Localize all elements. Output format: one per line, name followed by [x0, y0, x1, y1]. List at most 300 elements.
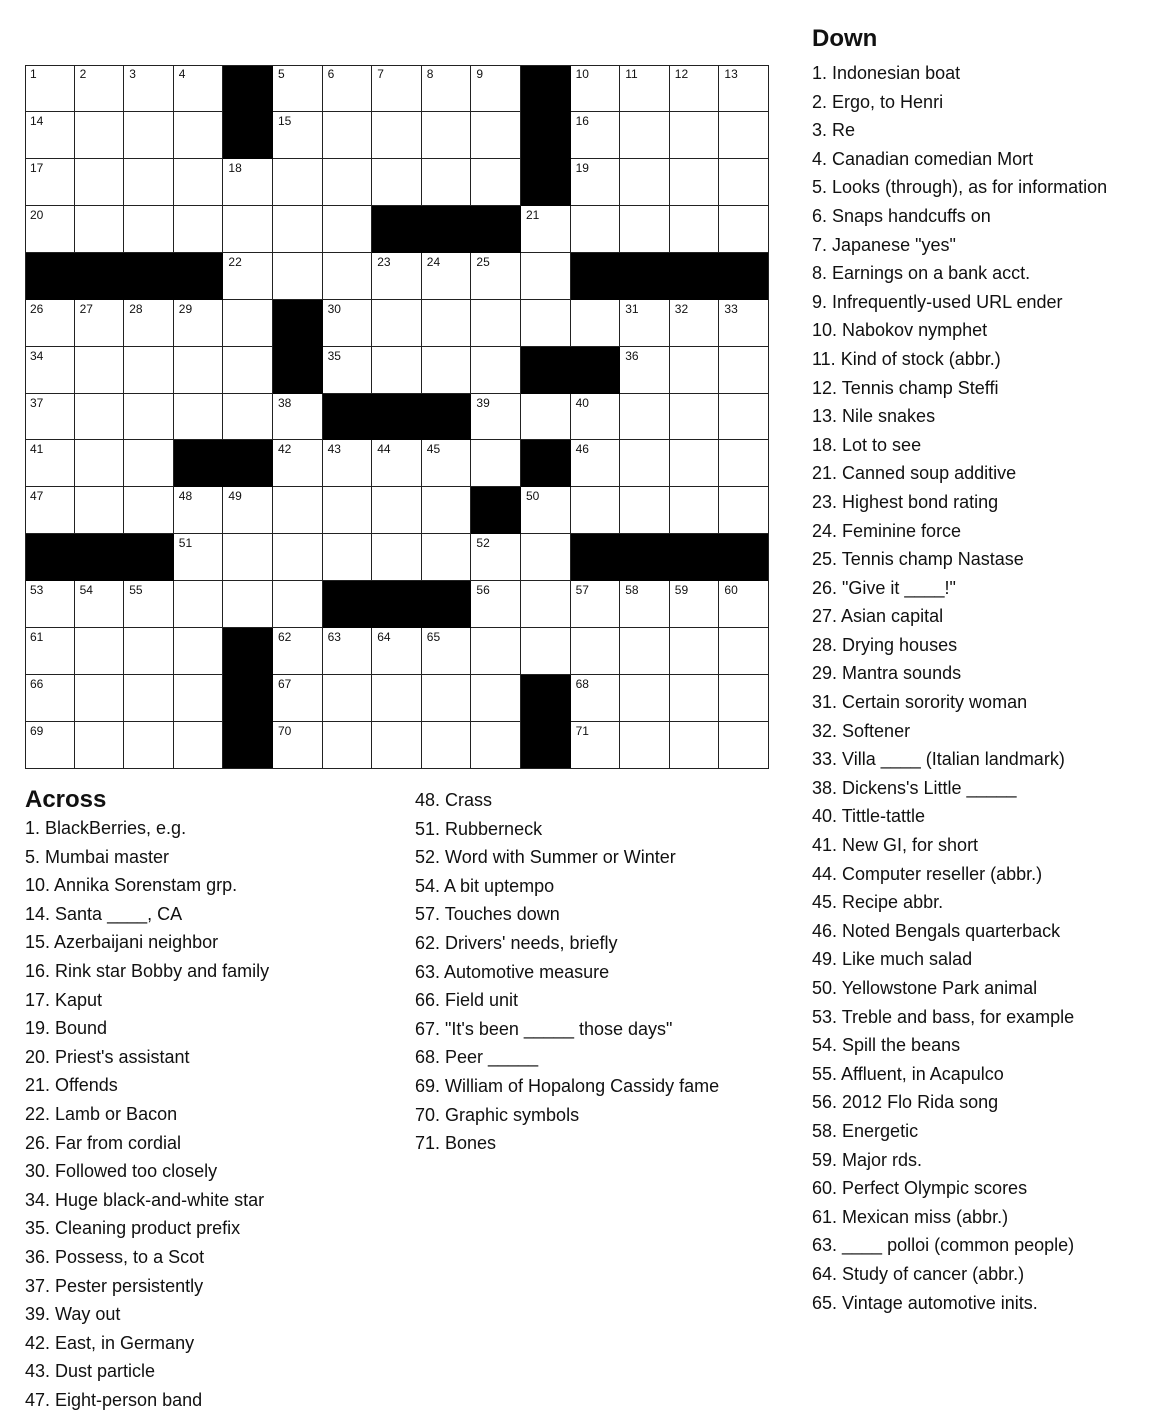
clue-number: 46 — [575, 442, 589, 457]
grid-cell[interactable] — [25, 722, 75, 769]
across-clue: 67. "It's been _____ those days" — [415, 1018, 673, 1039]
clue-number: 29 — [178, 301, 193, 316]
down-clue: 12. Tennis champ Steffi — [812, 377, 999, 398]
grid-cell[interactable] — [174, 628, 224, 675]
grid-cell[interactable] — [323, 628, 373, 675]
down-clue: 32. Softener — [812, 720, 911, 741]
grid-cell[interactable] — [471, 628, 521, 675]
across-clue: 66. Field unit — [415, 990, 519, 1011]
across-clue: 69. William of Hopalong Cassidy fame — [415, 1075, 720, 1096]
grid-cell[interactable] — [75, 112, 125, 159]
grid-cell[interactable] — [719, 628, 769, 675]
grid-cell[interactable] — [323, 300, 373, 347]
grid-cell[interactable] — [25, 581, 75, 628]
grid-cell[interactable] — [223, 581, 273, 628]
clue-number: 47 — [30, 489, 44, 504]
down-clue: 6. Snaps handcuffs on — [812, 205, 991, 226]
grid-cell[interactable] — [571, 487, 621, 534]
grid-cell[interactable] — [422, 347, 472, 394]
across-clue-list — [25, 814, 269, 1414]
grid-cell[interactable] — [124, 440, 174, 487]
grid-cell[interactable] — [273, 206, 323, 253]
grid-cell[interactable] — [273, 722, 323, 769]
grid-cell[interactable] — [670, 440, 720, 487]
grid-cell[interactable] — [670, 394, 720, 441]
down-clue: 31. Certain sorority woman — [812, 692, 1028, 713]
clue-number: 63 — [327, 630, 341, 645]
grid-cell[interactable] — [323, 534, 373, 581]
grid-cell[interactable] — [273, 394, 323, 441]
grid-cell[interactable] — [372, 628, 422, 675]
grid-cell[interactable] — [124, 394, 174, 441]
grid-cell[interactable] — [323, 487, 373, 534]
clue-number: 20 — [30, 207, 44, 222]
grid-cell[interactable] — [174, 206, 224, 253]
grid-cell[interactable] — [670, 675, 720, 722]
grid-cell[interactable] — [25, 347, 75, 394]
clue-number: 41 — [30, 442, 44, 457]
grid-cell[interactable] — [521, 534, 571, 581]
grid-cell[interactable] — [620, 628, 670, 675]
grid-cell[interactable] — [471, 347, 521, 394]
grid-cell[interactable] — [620, 65, 670, 112]
down-clue: 23. Highest bond rating — [812, 491, 999, 512]
grid-cell[interactable] — [75, 159, 125, 206]
grid-cell[interactable] — [620, 394, 670, 441]
clue-number: 10 — [575, 67, 589, 81]
clue-number: 33 — [724, 301, 738, 316]
grid-cell[interactable] — [25, 65, 75, 112]
grid-cell[interactable] — [372, 722, 422, 769]
grid-cell[interactable] — [223, 487, 273, 534]
clue-number: 9 — [476, 67, 484, 81]
clue-number: 3 — [129, 67, 136, 81]
grid-cell[interactable] — [223, 394, 273, 441]
down-clue-list — [812, 59, 1107, 1317]
grid-cell[interactable] — [124, 206, 174, 253]
grid-cell[interactable] — [471, 394, 521, 441]
grid-cell[interactable] — [323, 722, 373, 769]
down-clue: 24. Feminine force — [812, 520, 962, 541]
black-square — [223, 440, 273, 487]
clue-number: 5 — [278, 67, 285, 81]
grid-cell[interactable] — [620, 206, 670, 253]
down-clue: 65. Vintage automotive inits. — [812, 1292, 1038, 1313]
down-clue: 5. Looks (through), as for information — [812, 177, 1108, 198]
grid-cell[interactable] — [25, 159, 75, 206]
black-square — [273, 300, 323, 347]
grid-cell[interactable] — [273, 440, 323, 487]
grid-cell[interactable] — [124, 722, 174, 769]
grid-cell[interactable] — [620, 581, 670, 628]
clue-number: 54 — [79, 583, 93, 598]
grid-cell[interactable] — [422, 65, 472, 112]
grid-cell[interactable] — [670, 65, 720, 112]
across-clue: 16. Rink star Bobby and family — [25, 960, 270, 981]
grid-cell[interactable] — [174, 487, 224, 534]
clue-number: 40 — [575, 395, 589, 410]
grid-cell[interactable] — [521, 628, 571, 675]
grid-cell[interactable] — [471, 159, 521, 206]
grid-cell[interactable] — [25, 300, 75, 347]
grid-cell[interactable] — [372, 65, 422, 112]
grid-cell[interactable] — [719, 675, 769, 722]
grid-cell[interactable] — [174, 675, 224, 722]
grid-cell[interactable] — [422, 675, 472, 722]
grid-cell[interactable] — [372, 440, 422, 487]
black-square — [521, 65, 571, 112]
grid-cell[interactable] — [471, 581, 521, 628]
grid-cell[interactable] — [521, 581, 571, 628]
grid-cell[interactable] — [273, 628, 323, 675]
grid-cell[interactable] — [670, 159, 720, 206]
clue-number: 69 — [30, 724, 44, 739]
clue-number: 50 — [526, 489, 540, 504]
grid-cell[interactable] — [75, 675, 125, 722]
grid-cell[interactable] — [471, 534, 521, 581]
grid-cell[interactable] — [471, 675, 521, 722]
grid-cell[interactable] — [323, 675, 373, 722]
grid-cell[interactable] — [471, 112, 521, 159]
black-square — [223, 722, 273, 769]
black-square — [174, 253, 224, 300]
clue-number: 7 — [377, 67, 384, 81]
grid-cell[interactable] — [422, 300, 472, 347]
grid-cell[interactable] — [571, 394, 621, 441]
grid-cell[interactable] — [521, 487, 571, 534]
grid-cell[interactable] — [571, 722, 621, 769]
grid-cell[interactable] — [25, 440, 75, 487]
grid-cell[interactable] — [174, 347, 224, 394]
grid-cell[interactable] — [25, 112, 75, 159]
grid-cell[interactable] — [571, 159, 621, 206]
across-clue: 71. Bones — [415, 1133, 497, 1154]
grid-cell[interactable] — [372, 159, 422, 206]
clue-number: 1 — [30, 67, 37, 81]
grid-cell[interactable] — [372, 675, 422, 722]
down-clue: 21. Canned soup additive — [812, 463, 1017, 484]
across-clue: 20. Priest's assistant — [25, 1046, 190, 1067]
clue-number: 23 — [377, 254, 391, 269]
clue-number: 15 — [278, 113, 292, 128]
grid-cell[interactable] — [571, 112, 621, 159]
grid-cell[interactable] — [25, 628, 75, 675]
grid-cell[interactable] — [422, 534, 472, 581]
across-heading: Across — [25, 786, 107, 813]
clue-number: 35 — [327, 348, 341, 363]
across-clue: 19. Bound — [25, 1018, 108, 1039]
grid-cell[interactable] — [719, 440, 769, 487]
black-square — [422, 581, 472, 628]
grid-cell[interactable] — [223, 253, 273, 300]
grid-cell[interactable] — [174, 534, 224, 581]
down-clue: 13. Nile snakes — [812, 406, 936, 427]
grid-cell[interactable] — [571, 65, 621, 112]
grid-cell[interactable] — [75, 722, 125, 769]
grid-cell[interactable] — [75, 394, 125, 441]
grid-cell[interactable] — [521, 300, 571, 347]
grid-cell[interactable] — [75, 628, 125, 675]
across-clue: 36. Possess, to a Scot — [25, 1246, 205, 1267]
grid-cell[interactable] — [719, 159, 769, 206]
grid-cell[interactable] — [174, 300, 224, 347]
grid-cell[interactable] — [174, 581, 224, 628]
grid-cell[interactable] — [174, 722, 224, 769]
down-heading: Down — [812, 25, 878, 52]
grid-cell[interactable] — [620, 675, 670, 722]
clue-number: 53 — [30, 583, 44, 598]
grid-cell[interactable] — [273, 65, 323, 112]
clue-number: 61 — [30, 630, 44, 645]
grid-cell[interactable] — [620, 112, 670, 159]
grid-cell[interactable] — [75, 440, 125, 487]
down-clue: 58. Energetic — [812, 1120, 919, 1141]
grid-cell[interactable] — [471, 440, 521, 487]
black-square — [75, 534, 125, 581]
across-clue: 22. Lamb or Bacon — [25, 1103, 178, 1124]
clue-number: 70 — [278, 724, 292, 739]
grid-cell[interactable] — [620, 440, 670, 487]
grid-cell[interactable] — [124, 675, 174, 722]
grid-cell[interactable] — [323, 159, 373, 206]
grid-cell[interactable] — [471, 300, 521, 347]
black-square — [620, 534, 670, 581]
grid-cell[interactable] — [124, 581, 174, 628]
down-clue: 2. Ergo, to Henri — [812, 91, 944, 112]
down-clue: 9. Infrequently-used URL ender — [812, 291, 1063, 312]
grid-cell[interactable] — [719, 722, 769, 769]
grid-cell[interactable] — [670, 300, 720, 347]
grid-cell[interactable] — [670, 347, 720, 394]
grid-cell[interactable] — [25, 487, 75, 534]
grid-cell[interactable] — [422, 253, 472, 300]
across-clue-list-continued — [415, 786, 719, 1158]
grid-cell[interactable] — [620, 159, 670, 206]
grid-cell[interactable] — [719, 581, 769, 628]
black-square — [571, 534, 621, 581]
clue-number: 37 — [30, 395, 44, 410]
grid-cell[interactable] — [719, 487, 769, 534]
black-square — [75, 253, 125, 300]
grid-cell[interactable] — [273, 112, 323, 159]
grid-cell[interactable] — [124, 112, 174, 159]
grid-cell[interactable] — [124, 347, 174, 394]
down-clue: 40. Tittle-tattle — [812, 806, 926, 827]
down-clue: 59. Major rds. — [812, 1149, 923, 1170]
grid-cell[interactable] — [571, 300, 621, 347]
grid-cell[interactable] — [521, 394, 571, 441]
black-square — [323, 581, 373, 628]
clue-number: 36 — [625, 348, 639, 363]
down-clue: 18. Lot to see — [812, 434, 922, 455]
across-clue: 34. Huge black-and-white star — [25, 1189, 265, 1210]
clue-number: 62 — [278, 630, 292, 645]
grid-cell[interactable] — [471, 253, 521, 300]
grid-cell[interactable] — [223, 159, 273, 206]
black-square — [670, 534, 720, 581]
grid-cell[interactable] — [174, 112, 224, 159]
grid-cell[interactable] — [174, 159, 224, 206]
grid-cell[interactable] — [75, 65, 125, 112]
grid-cell[interactable] — [124, 487, 174, 534]
across-clue: 52. Word with Summer or Winter — [415, 847, 676, 868]
grid-cell[interactable] — [422, 440, 472, 487]
grid-cell[interactable] — [323, 347, 373, 394]
grid-cell[interactable] — [620, 487, 670, 534]
clue-number: 2 — [79, 67, 87, 81]
grid-cell[interactable] — [719, 394, 769, 441]
grid-cell[interactable] — [124, 300, 174, 347]
grid-cell[interactable] — [372, 253, 422, 300]
grid-cell[interactable] — [273, 534, 323, 581]
grid-cell[interactable] — [620, 347, 670, 394]
clue-number: 4 — [178, 67, 186, 81]
grid-cell[interactable] — [75, 581, 125, 628]
grid-cell[interactable] — [670, 581, 720, 628]
grid-cell[interactable] — [75, 347, 125, 394]
black-square — [124, 534, 174, 581]
clue-number: 25 — [476, 254, 490, 269]
grid-cell[interactable] — [422, 628, 472, 675]
across-clue: 17. Kaput — [25, 989, 103, 1010]
clue-number: 52 — [476, 536, 490, 551]
black-square — [521, 675, 571, 722]
clue-number: 19 — [575, 160, 589, 175]
grid-cell[interactable] — [75, 300, 125, 347]
grid-cell[interactable] — [521, 206, 571, 253]
black-square — [719, 253, 769, 300]
grid-cell[interactable] — [273, 675, 323, 722]
clue-number: 22 — [228, 254, 242, 269]
grid-cell[interactable] — [273, 487, 323, 534]
grid-cell[interactable] — [273, 253, 323, 300]
across-clue: 63. Automotive measure — [415, 961, 610, 982]
grid-cell[interactable] — [670, 628, 720, 675]
grid-cell[interactable] — [323, 440, 373, 487]
down-clue: 1. Indonesian boat — [812, 63, 961, 83]
grid-cell[interactable] — [174, 65, 224, 112]
grid-cell[interactable] — [124, 159, 174, 206]
clue-number: 64 — [377, 630, 391, 645]
down-clue: 29. Mantra sounds — [812, 663, 962, 684]
down-clue: 49. Like much salad — [812, 949, 973, 970]
grid-cell[interactable] — [372, 300, 422, 347]
black-square — [372, 206, 422, 253]
grid-cell[interactable] — [670, 487, 720, 534]
down-clue: 10. Nabokov nymphet — [812, 320, 988, 341]
grid-cell[interactable] — [422, 112, 472, 159]
grid-cell[interactable] — [174, 394, 224, 441]
clue-number: 11 — [625, 67, 638, 81]
black-square — [25, 534, 75, 581]
grid-cell[interactable] — [124, 628, 174, 675]
grid-cell[interactable] — [719, 347, 769, 394]
black-square — [422, 394, 472, 441]
black-square — [223, 675, 273, 722]
grid-cell[interactable] — [273, 159, 323, 206]
across-clue: 15. Azerbaijani neighbor — [25, 932, 219, 953]
grid-cell[interactable] — [620, 722, 670, 769]
across-clue: 5. Mumbai master — [25, 846, 170, 867]
grid-cell[interactable] — [571, 440, 621, 487]
black-square — [521, 347, 571, 394]
grid-cell[interactable] — [471, 65, 521, 112]
grid-cell[interactable] — [422, 487, 472, 534]
across-clue: 1. BlackBerries, e.g. — [25, 818, 187, 838]
black-square — [372, 394, 422, 441]
grid-cell[interactable] — [670, 722, 720, 769]
grid-cell[interactable] — [471, 722, 521, 769]
down-clue: 63. ____ polloi (common people) — [812, 1235, 1075, 1256]
grid-cell[interactable] — [571, 628, 621, 675]
grid-cell[interactable] — [223, 300, 273, 347]
grid-cell[interactable] — [372, 487, 422, 534]
clue-number: 51 — [178, 536, 193, 551]
grid-cell[interactable] — [25, 675, 75, 722]
across-clue: 47. Eight-person band — [25, 1389, 203, 1410]
grid-cell[interactable] — [521, 253, 571, 300]
down-clue: 53. Treble and bass, for example — [812, 1006, 1075, 1027]
grid-cell[interactable] — [719, 300, 769, 347]
grid-cell[interactable] — [571, 206, 621, 253]
grid-cell[interactable] — [620, 300, 670, 347]
down-clue: 46. Noted Bengals quarterback — [812, 920, 1061, 941]
clue-number: 57 — [575, 583, 589, 598]
grid-cell[interactable] — [372, 534, 422, 581]
grid-cell[interactable] — [670, 112, 720, 159]
clue-number: 17 — [30, 160, 44, 175]
grid-cell[interactable] — [719, 65, 769, 112]
across-clue: 30. Followed too closely — [25, 1161, 218, 1182]
clue-number: 68 — [575, 677, 589, 692]
grid-cell[interactable] — [323, 253, 373, 300]
grid-cell[interactable] — [323, 112, 373, 159]
grid-cell[interactable] — [75, 206, 125, 253]
across-clue: 43. Dust particle — [25, 1361, 156, 1382]
grid-cell[interactable] — [571, 581, 621, 628]
clue-number: 59 — [674, 583, 689, 598]
clue-number: 18 — [228, 160, 242, 175]
grid-cell[interactable] — [372, 112, 422, 159]
grid-cell[interactable] — [75, 487, 125, 534]
grid-cell[interactable] — [273, 581, 323, 628]
clue-number: 14 — [30, 113, 44, 128]
grid-cell[interactable] — [422, 722, 472, 769]
grid-cell[interactable] — [124, 65, 174, 112]
grid-cell[interactable] — [670, 206, 720, 253]
grid-cell[interactable] — [25, 394, 75, 441]
grid-cell[interactable] — [372, 347, 422, 394]
grid-cell[interactable] — [719, 206, 769, 253]
grid-cell[interactable] — [25, 206, 75, 253]
grid-cell[interactable] — [323, 206, 373, 253]
grid-cell[interactable] — [223, 347, 273, 394]
down-clue: 60. Perfect Olympic scores — [812, 1178, 1028, 1199]
down-clue: 41. New GI, for short — [812, 835, 979, 856]
clue-number: 26 — [30, 301, 44, 316]
grid-cell[interactable] — [323, 65, 373, 112]
grid-cell[interactable] — [422, 159, 472, 206]
across-clue: 37. Pester persistently — [25, 1275, 204, 1296]
grid-cell[interactable] — [223, 206, 273, 253]
down-clue: 7. Japanese "yes" — [812, 234, 956, 255]
grid-cell[interactable] — [719, 112, 769, 159]
grid-cell[interactable] — [223, 534, 273, 581]
black-square — [223, 628, 273, 675]
grid-cell[interactable] — [571, 675, 621, 722]
clue-number: 24 — [426, 254, 441, 269]
clue-number: 58 — [625, 583, 639, 598]
